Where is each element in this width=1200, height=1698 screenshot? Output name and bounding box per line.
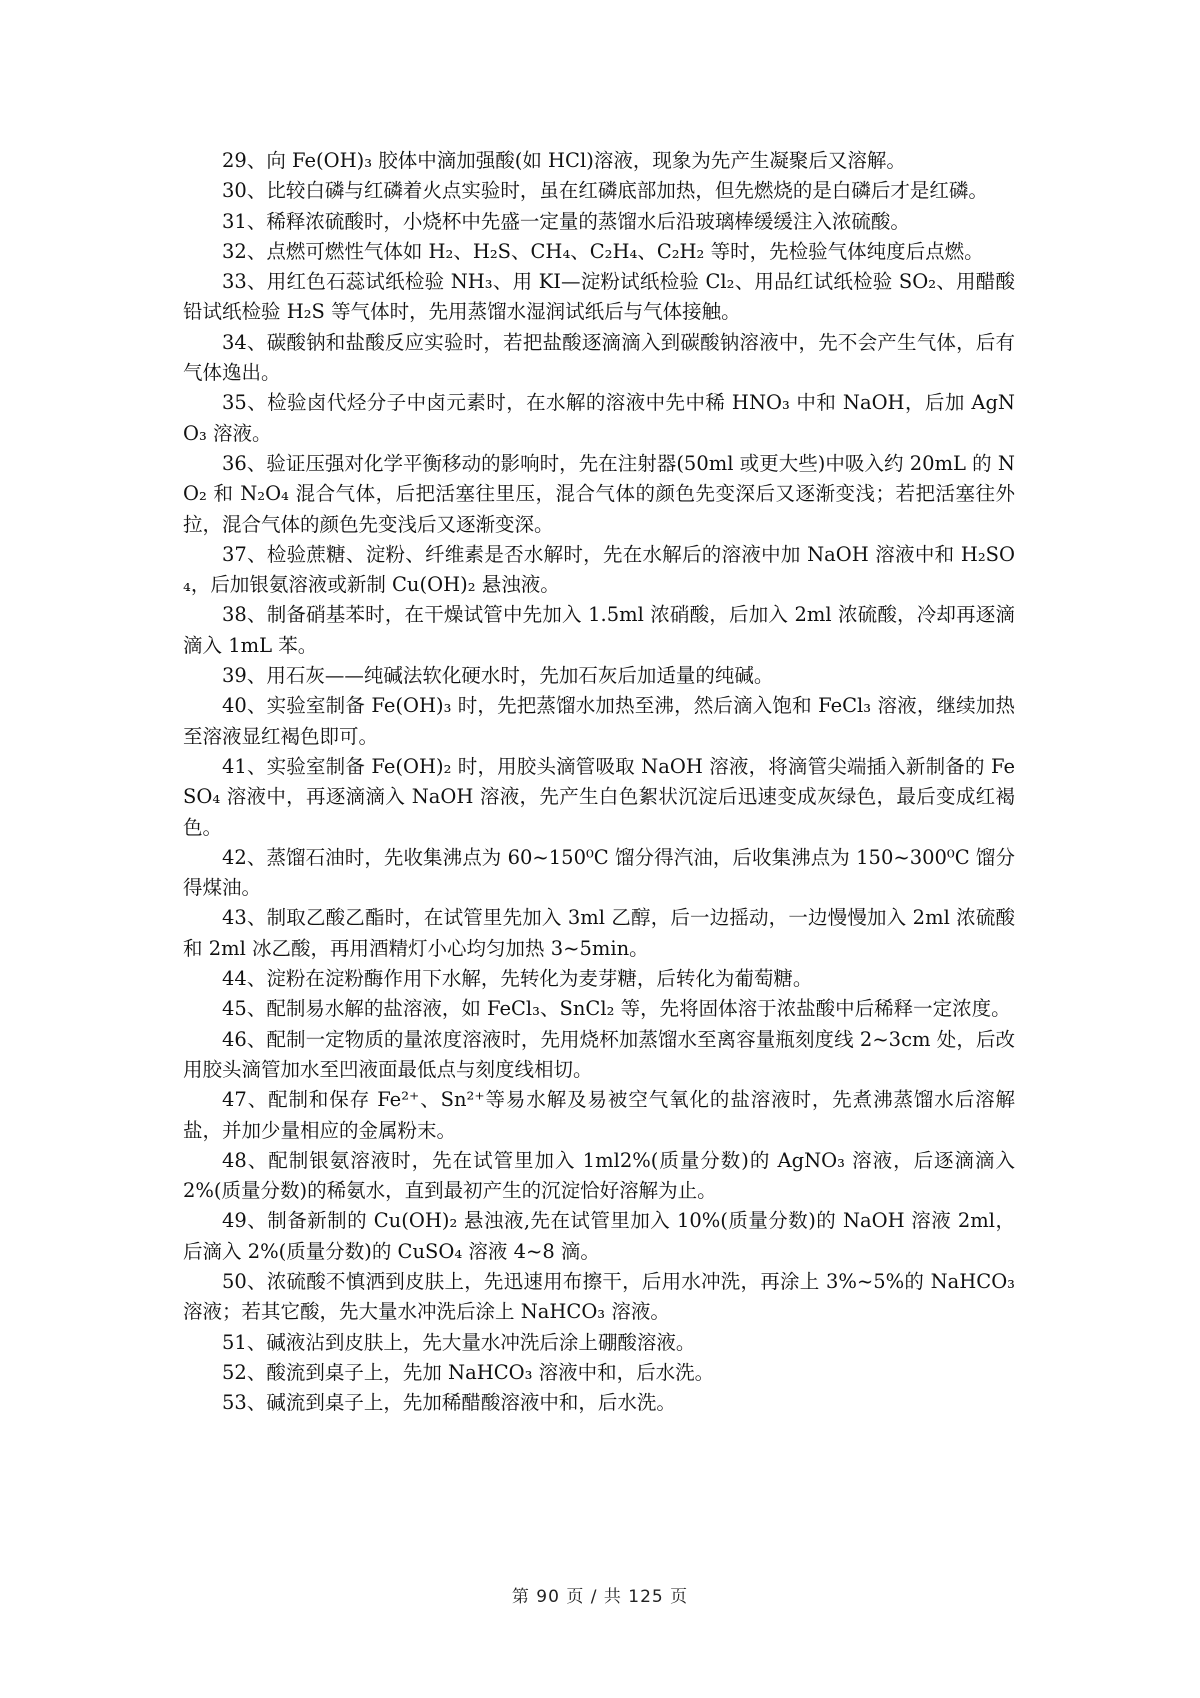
paragraph-45: 45、配制易水解的盐溶液，如 FeCl₃、SnCl₂ 等，先将固体溶于浓盐酸中后稀释一定浓度。: [222, 997, 1011, 1021]
paragraph-50: 50、浓硫酸不慎洒到皮肤上，先迅速用布擦干，后用水冲洗，再涂上 3%~5%的 NaHCO₃ 溶液；若其它酸，先大量水冲洗后涂上 NaHCO₃ 溶液。: [183, 1269, 1015, 1324]
page-content: [183, 146, 1015, 1418]
paragraph-43: 43、制取乙酸乙酯时，在试管里先加入 3ml 乙醇，后一边摇动，一边慢慢加入 2ml 浓硫酸和 2ml 冰乙酸，再用酒精灯小心均匀加热 3~5min。: [183, 906, 1015, 960]
paragraph-36: 36、验证压强对化学平衡移动的影响时，先在注射器(50ml 或更大些)中吸入约 20mL 的 NO₂ 和 N₂O₄ 混合气体，后把活塞往里压，混合气体的颜色先变深后又逐渐变浅；若把活塞往外拉，混合气体的颜色先变浅后又逐渐变深。: [183, 451, 1015, 536]
paragraph-40: 40、实验室制备 Fe(OH)₃ 时，先把蒸馏水加热至沸，然后滴入饱和 FeCl₃ 溶液，继续加热至溶液显红褐色即可。: [183, 694, 1015, 748]
paragraph-53: 53、碱流到桌子上，先加稀醋酸溶液中和，后水洗。: [222, 1391, 676, 1415]
paragraph-48: 48、配制银氨溶液时，先在试管里加入 1ml2%(质量分数)的 AgNO₃ 溶液，后逐滴滴入 2%(质量分数)的稀氨水，直到最初产生的沉淀恰好溶解为止。: [183, 1148, 1015, 1203]
paragraph-41: 41、实验室制备 Fe(OH)₂ 时，用胶头滴管吸取 NaOH 溶液，将滴管尖端插入新制备的 FeSO₄ 溶液中，再逐滴滴入 NaOH 溶液，先产生白色絮状沉淀后迅速变成灰绿色，最后变成红褐色。: [183, 754, 1015, 839]
paragraph-49: 49、制备新制的 Cu(OH)₂ 悬浊液,先在试管里加入 10%(质量分数)的 NaOH 溶液 2ml，后滴入 2%(质量分数)的 CuSO₄ 溶液 4~8 滴。: [183, 1209, 1015, 1263]
paragraph-35: 35、检验卤代烃分子中卤元素时，在水解的溶液中先中稀 HNO₃ 中和 NaOH，后加 AgNO₃ 溶液。: [183, 391, 1015, 445]
paragraph-33: 33、用红色石蕊试纸检验 NH₃、用 KI—淀粉试纸检验 Cl₂、用品红试纸检验 SO₂、用醋酸铅试纸检验 H₂S 等气体时，先用蒸馏水湿润试纸后与气体接触。: [183, 270, 1015, 324]
paragraph-38: 38、制备硝基苯时，在干燥试管中先加入 1.5ml 浓硝酸，后加入 2ml 浓硫酸，冷却再逐滴滴入 1mL 苯。: [183, 603, 1015, 657]
page-number-footer: 第 90 页 / 共 125 页: [511, 1587, 689, 1607]
paragraph-42: 42、蒸馏石油时，先收集沸点为 60~150⁰C 馏分得汽油，后收集沸点为 150~300⁰C 馏分得煤油。: [183, 845, 1015, 900]
paragraph-51: 51、碱液沾到皮肤上，先大量水冲洗后涂上硼酸溶液。: [222, 1330, 696, 1354]
paragraph-31: 31、稀释浓硫酸时，小烧杯中先盛一定量的蒸馏水后沿玻璃棒缓缓注入浓硫酸。: [222, 209, 910, 233]
paragraph-37: 37、检验蔗糖、淀粉、纤维素是否水解时，先在水解后的溶液中加 NaOH 溶液中和 H₂SO₄，后加银氨溶液或新制 Cu(OH)₂ 悬浊液。: [183, 542, 1015, 597]
paragraph-46: 46、配制一定物质的量浓度溶液时，先用烧杯加蒸馏水至离容量瓶刻度线 2~3cm 处，后改用胶头滴管加水至凹液面最低点与刻度线相切。: [183, 1027, 1015, 1081]
paragraph-39: 39、用石灰——纯碱法软化硬水时，先加石灰后加适量的纯碱。: [222, 664, 774, 688]
paragraph-44: 44、淀粉在淀粉酶作用下水解，先转化为麦芽糖，后转化为葡萄糖。: [222, 967, 813, 991]
paragraph-52: 52、酸流到桌子上，先加 NaHCO₃ 溶液中和，后水洗。: [222, 1360, 715, 1384]
paragraph-32: 32、点燃可燃性气体如 H₂、H₂S、CH₄、C₂H₄、C₂H₂ 等时，先检验气体纯度后点燃。: [222, 239, 984, 263]
paragraph-29: 29、向 Fe(OH)₃ 胶体中滴加强酸(如 HCl)溶液，现象为先产生凝聚后又溶解。: [222, 149, 906, 172]
paragraph-34: 34、碳酸钠和盐酸反应实验时，若把盐酸逐滴滴入到碳酸钠溶液中，先不会产生气体，后有气体逸出。: [183, 330, 1015, 385]
paragraph-30: 30、比较白磷与红磷着火点实验时，虽在红磷底部加热，但先燃烧的是白磷后才是红磷。: [222, 179, 988, 203]
paragraph-47: 47、配制和保存 Fe²⁺、Sn²⁺等易水解及易被空气氧化的盐溶液时，先煮沸蒸馏水后溶解盐，并加少量相应的金属粉末。: [183, 1088, 1015, 1142]
